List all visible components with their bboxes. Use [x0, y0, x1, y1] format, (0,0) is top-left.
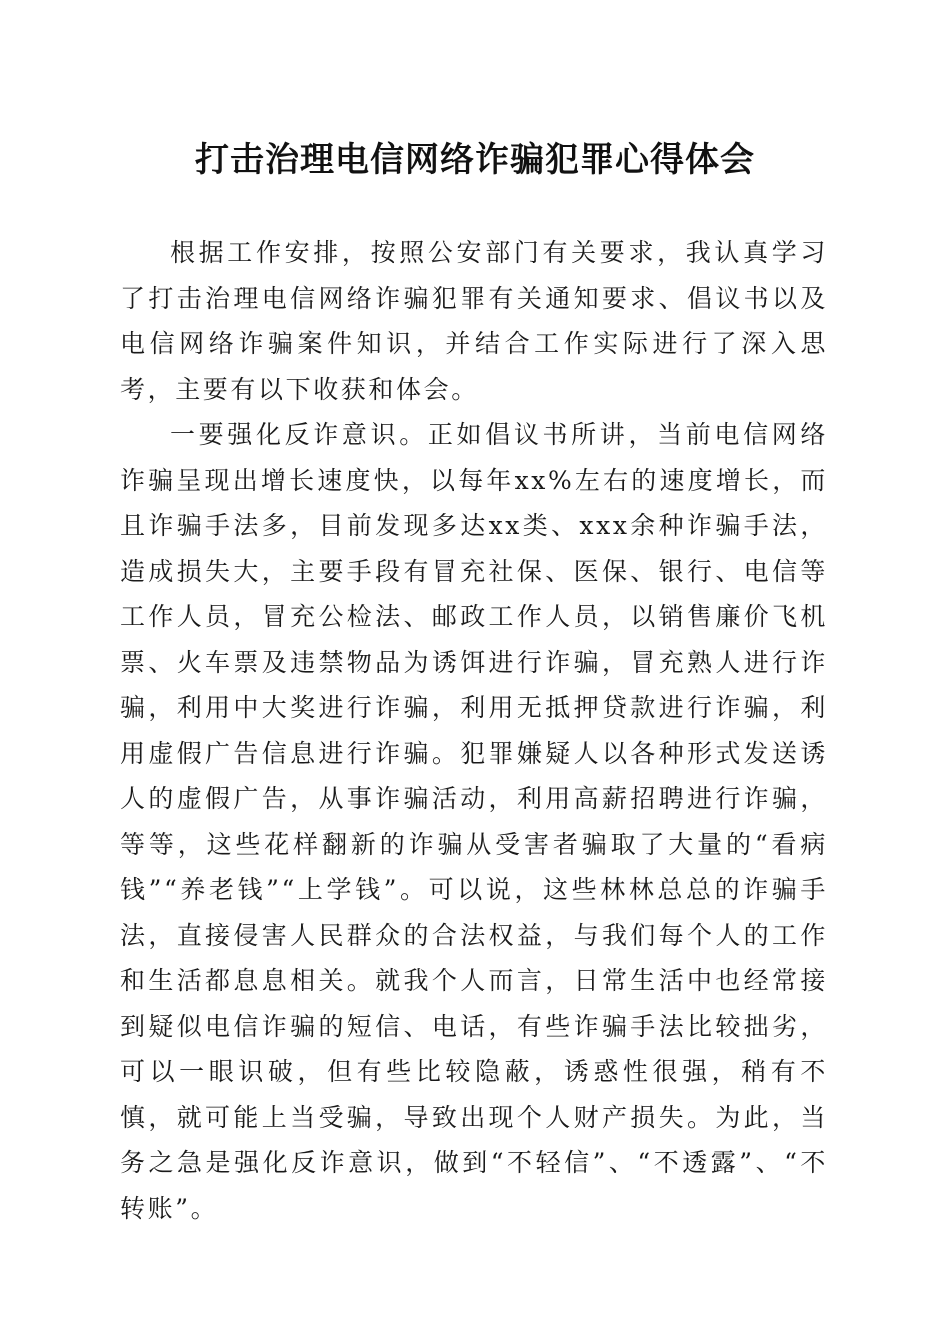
- document-title: 打击治理电信网络诈骗犯罪心得体会: [195, 140, 755, 180]
- paragraph-anti-fraud-awareness: 一要强化反诈意识。正如倡议书所讲，当前电信网络诈骗呈现出增长速度快，以每年xx%左右的速度增长，而且诈骗手法多，目前发现多达xx类、xxx余种诈骗手法，造成损失大，主要手段有冒充社保、医保、银行、电信等工作人员，冒充公检法、邮政工作人员，以销售廉价飞机票、火车票及违禁物品为诱饵进行诈骗，冒充熟人进行诈骗，利用中大奖进行诈骗，利用无抵押贷款进行诈骗，利用虚假广告信息进行诈骗。犯罪嫌疑人以各种形式发送诱人的虚假广告，从事诈骗活动，利用高薪招聘进行诈骗，等等，这些花样翻新的诈骗从受害者骗取了大量的“看病钱”“养老钱”“上学钱”。可以说，这些林林总总的诈骗手法，直接侵害人民群众的合法权益，与我们每个人的工作和生活都息息相关。就我个人而言，日常生活中也经常接到疑似电信诈骗的短信、电话，有些诈骗手法比较拙劣，可以一眼识破，但有些比较隐蔽，诱惑性很强，稍有不慎，就可能上当受骗，导致出现个人财产损失。为此，当务之急是强化反诈意识，做到“不轻信”、“不透露”、“不转账”。: [120, 420, 828, 1223]
- paragraph-intro: 根据工作安排，按照公安部门有关要求，我认真学习了打击治理电信网络诈骗犯罪有关通知要求、倡议书以及电信网络诈骗案件知识，并结合工作实际进行了深入思考，主要有以下收获和体会。: [120, 238, 828, 404]
- document-body: [120, 230, 828, 1231]
